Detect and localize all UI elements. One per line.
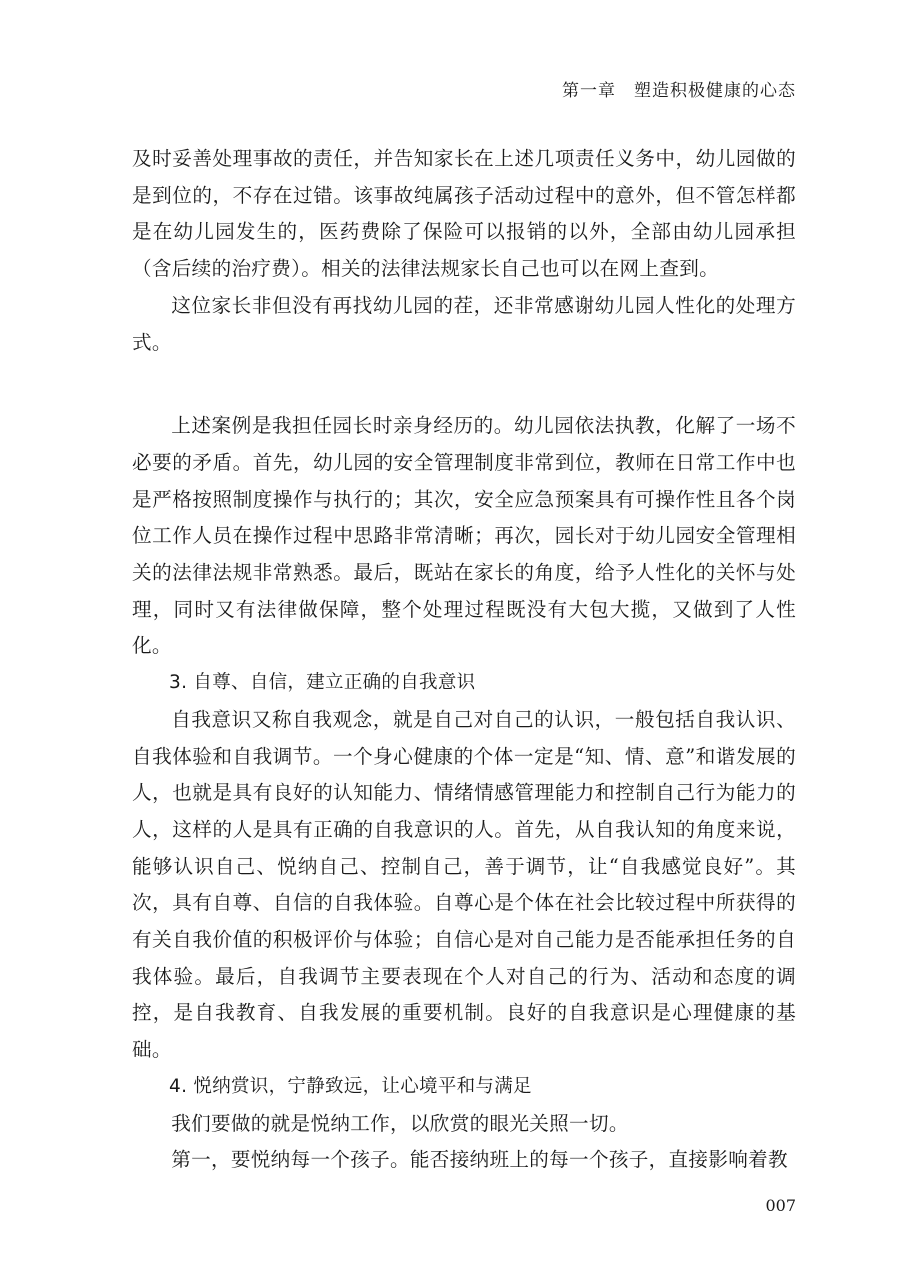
section-heading-3: 3. 自尊、自信，建立正确的自我意识 bbox=[169, 672, 476, 694]
section-heading-4: 4. 悦纳赏识，宁静致远，让心境平和与满足 bbox=[169, 1075, 532, 1097]
running-header bbox=[562, 76, 796, 101]
paragraph-self-awareness: 自我意识又称自我观念，就是自己对自己的认识，一般包括自我认识、自我体验和自我调节。一个身心健康的个体一定是“知、情、意”和谐发展的人，也就是具有良好的认知能力、情绪情感管理能力和控制自己行为能力的人，这样的人是具有正确的自我意识的人。首先，从自我认知的角度来说，能够认识自己、悦纳自己、控制自己，善于调节，让“自我感觉良好”。其次，具有自尊、自信的自我体验。自尊心是个体在社会比较过程中所获得的有关自我价值的积极评价与体验；自信心是对自己能力是否能承担任务的自我体验。最后，自我调节主要表现在个人对自己的行为、活动和态度的调控，是自我教育、自我发展的重要机制。良好的自我意识是心理健康的基础。 bbox=[132, 707, 796, 1062]
paragraph-case-analysis: 上述案例是我担任园长时亲身经历的。幼儿园依法执教，化解了一场不必要的矛盾。首先，幼儿园的安全管理制度非常到位，教师在日常工作中也是严格按照制度操作与执行的；其次，安全应急预案具有可操作性且各个岗位工作人员在操作过程中思路非常清晰；再次，园长对于幼儿园安全管理相关的法律法规非常熟悉。最后，既站在家长的角度，给予人性化的关怀与处理，同时又有法律做保障，整个处理过程既没有大包大揽，又做到了人性化。 bbox=[132, 414, 796, 658]
paragraph-accept-work: 我们要做的就是悦纳工作，以欣赏的眼光关照一切。 bbox=[171, 1111, 629, 1135]
paragraph-case-continued: 及时妥善处理事故的责任，并告知家长在上述几项责任义务中，幼儿园做的是到位的，不存在过错。该事故纯属孩子活动过程中的意外，但不管怎样都是在幼儿园发生的，医药费除了保险可以报销的以外，全部由幼儿园承担（含后续的治疗费）。相关的法律法规家长自己也可以在网上查到。 bbox=[132, 147, 796, 281]
paragraph-case-outcome: 这位家长非但没有再找幼儿园的茬，还非常感谢幼儿园人性化的处理方式。 bbox=[132, 293, 796, 354]
chapter-title: 塑造积极健康的心态 bbox=[634, 81, 796, 101]
body-text bbox=[132, 141, 796, 1179]
chapter-number: 第一章 bbox=[562, 81, 616, 101]
paragraph-accept-children: 第一，要悦纳每一个孩子。能否接纳班上的每一个孩子，直接影响着教 bbox=[171, 1148, 788, 1172]
page-number: 007 bbox=[765, 1196, 796, 1215]
section-spacer bbox=[132, 361, 796, 408]
